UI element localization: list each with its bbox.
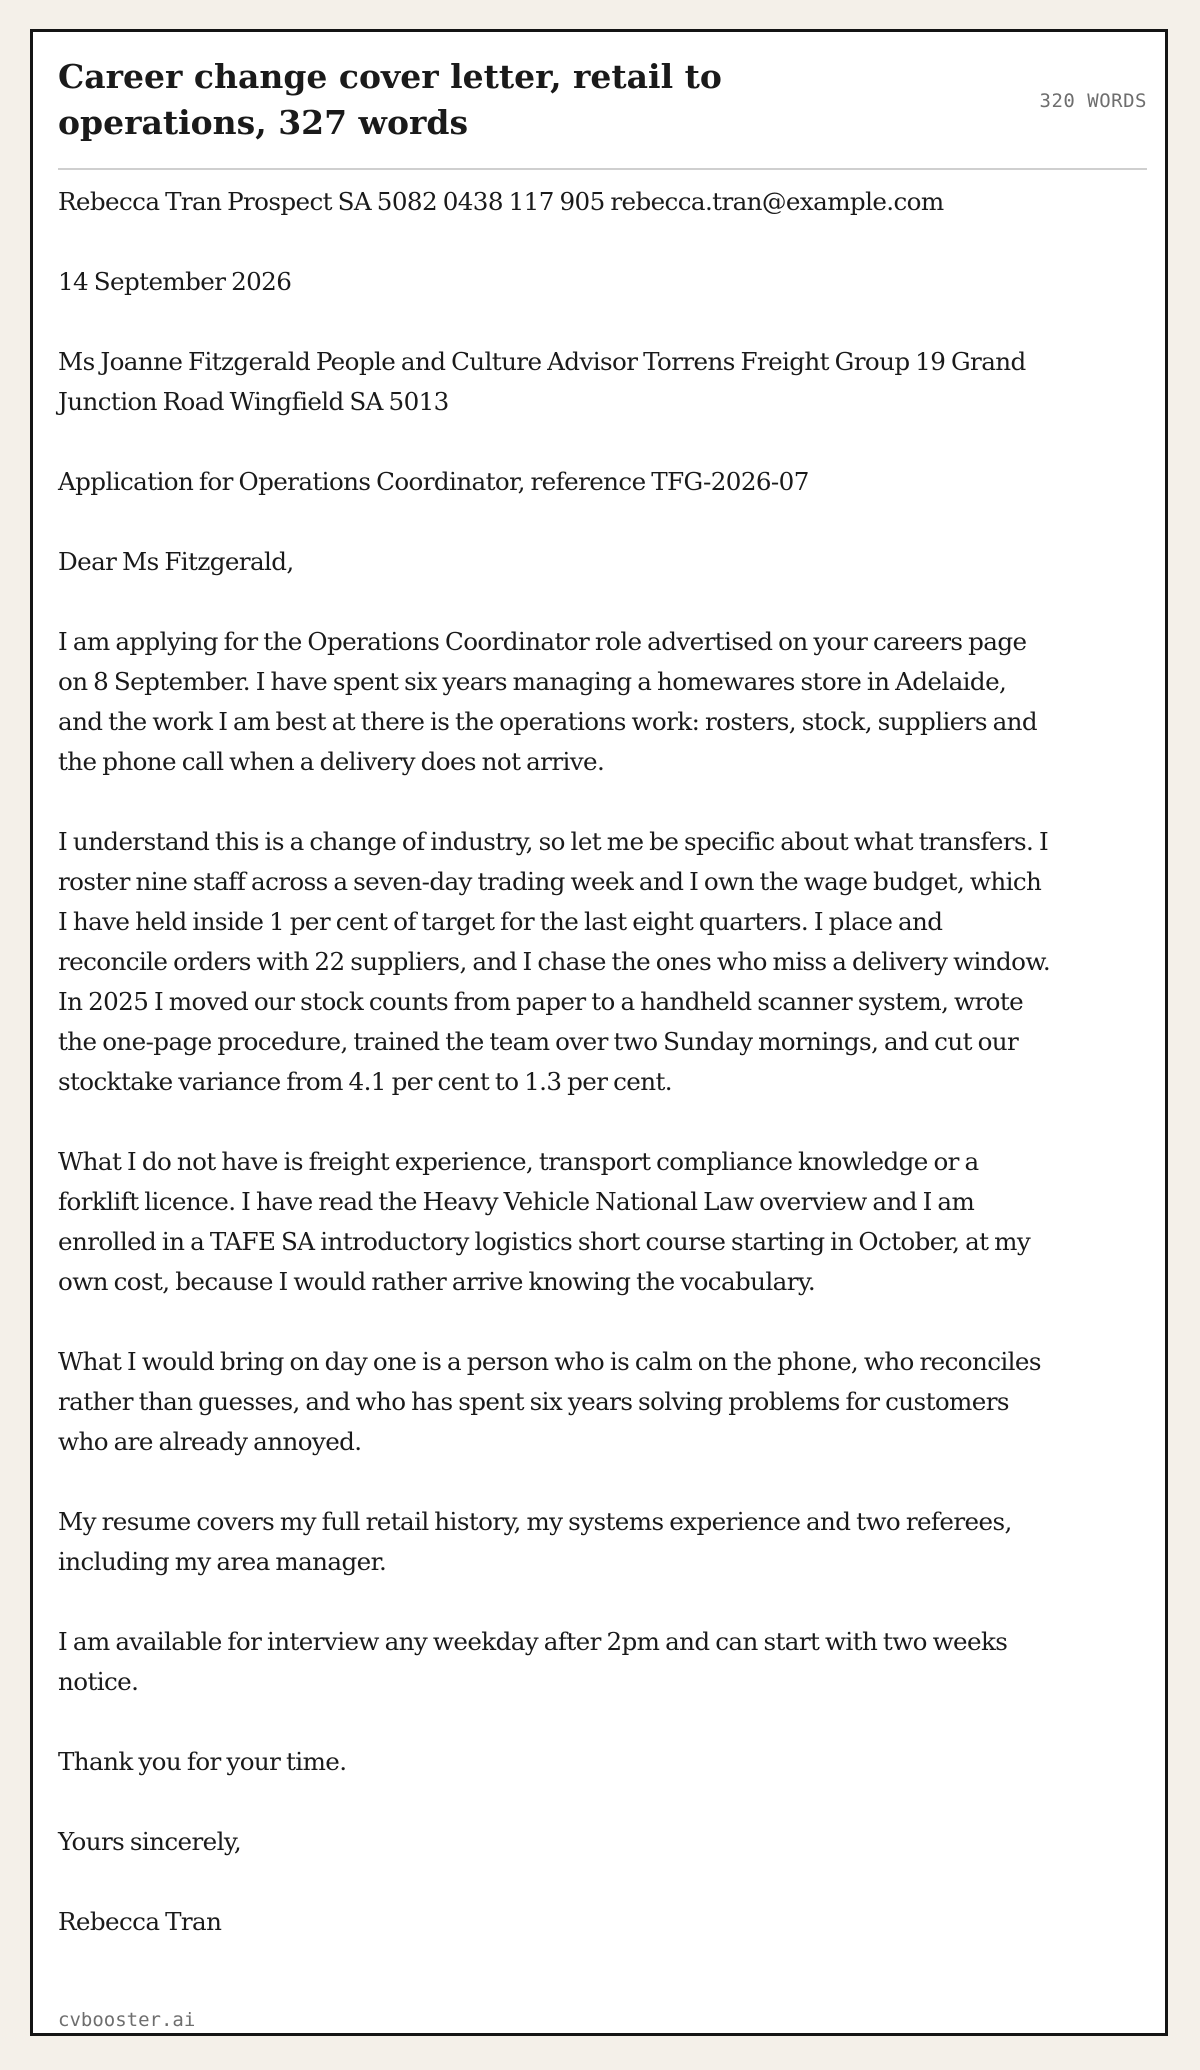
- body-paragraph-day-one: What I would bring on day one is a person who is calm on the phone, who reconciles rather than guesses, and who has spent six years solving problems for customers who are already annoyed.: [58, 1347, 1041, 1456]
- letter-date: 14 September 2026: [58, 267, 292, 296]
- body-paragraph-transferable-skills: I understand this is a change of industry, so let me be specific about what transfers. I roster nine staff across a seven-day trading week and I own the wage budget, which I have held inside 1 per cent of target for the last eight quarters. I place and reconcile orders with 22 suppliers, and I chase the ones who miss a delivery window. In 2025 I moved our stock counts from paper to a handheld scanner system, wrote the one-page procedure, trained the team over two Sunday mornings, and cut our stocktake variance from 4.1 per cent to 1.3 per cent.: [58, 827, 1051, 1096]
- recipient-address: Ms Joanne Fitzgerald People and Culture Advisor Torrens Freight Group 19 Grand Junction Road Wingfield SA 5013: [58, 347, 1026, 416]
- closing: Yours sincerely,: [58, 1827, 242, 1856]
- sender-contact-line: Rebecca Tran Prospect SA 5082 0438 117 905 rebecca.tran@example.com: [58, 187, 944, 216]
- body-paragraph-availability: I am available for interview any weekday after 2pm and can start with two weeks notice.: [58, 1627, 1008, 1696]
- brand-footer: cvbooster.ai: [58, 2009, 196, 2031]
- letter-subject: Application for Operations Coordinator, reference TFG-2026-07: [58, 467, 809, 496]
- salutation: Dear Ms Fitzgerald,: [58, 547, 294, 576]
- letter-body: [58, 182, 1088, 1982]
- page-title: Career change cover letter, retail to operations, 327 words: [58, 57, 722, 142]
- body-paragraph-intro: I am applying for the Operations Coordinator role advertised on your careers page on 8 September. I have spent six years managing a homewares store in Adelaide, and the work I am best at there is the operations work: rosters, stock, suppliers and the phone call when a delivery does not arrive.: [58, 627, 1038, 776]
- word-count-badge: 320 WORDS: [1039, 90, 1147, 112]
- cover-letter-card: [30, 29, 1168, 2036]
- body-paragraph-resume: My resume covers my full retail history, my systems experience and two referees, including my area manager.: [58, 1507, 1012, 1576]
- body-paragraph-gaps: What I do not have is freight experience, transport compliance knowledge or a forklift licence. I have read the Heavy Vehicle National Law overview and I am enrolled in a TAFE SA introductory logistics short course starting in October, at my own cost, because I would rather arrive knowing the vocabulary.: [58, 1147, 1031, 1296]
- body-paragraph-thanks: Thank you for your time.: [58, 1747, 347, 1776]
- letter-header: [58, 54, 1147, 170]
- signature: Rebecca Tran: [58, 1907, 222, 1936]
